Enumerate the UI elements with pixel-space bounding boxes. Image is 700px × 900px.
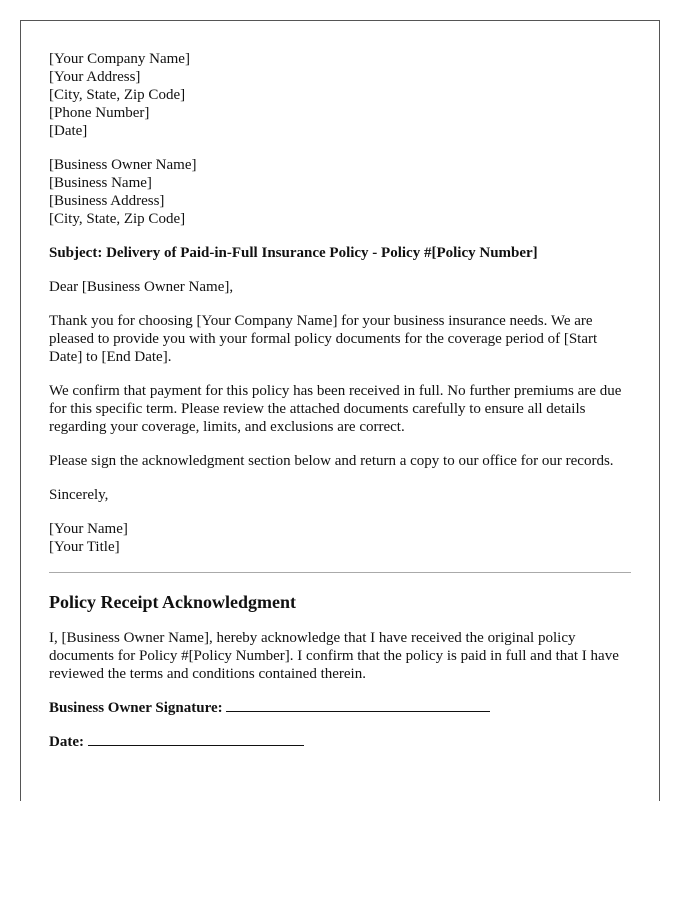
- sender-company: [Your Company Name]: [49, 51, 190, 67]
- sender-city-state-zip: [City, State, Zip Code]: [49, 87, 186, 103]
- signature-row: [49, 699, 631, 717]
- section-divider: [49, 572, 631, 573]
- valediction: Sincerely,: [49, 487, 109, 503]
- signature-label: Business Owner Signature:: [49, 700, 223, 716]
- signature-block: [49, 520, 631, 556]
- date-row: [49, 733, 631, 751]
- letter-page: [20, 20, 660, 801]
- body-paragraph-3: Please sign the acknowledgment section below and return a copy to our office for our records.: [49, 453, 614, 469]
- date-field[interactable]: [88, 733, 304, 746]
- letter-date: [Date]: [49, 123, 88, 139]
- sender-block: [49, 50, 631, 140]
- sender-phone: [Phone Number]: [49, 105, 150, 121]
- body-paragraph-2: We confirm that payment for this policy has been received in full. No further premiums are due for this specific term. Please review the attached documents carefully to ensure all details regarding your coverage, limits, and exclusions are correct.: [49, 383, 622, 435]
- date-label: Date:: [49, 734, 84, 750]
- recipient-business-address: [Business Address]: [49, 193, 165, 209]
- salutation: Dear [Business Owner Name],: [49, 279, 234, 295]
- recipient-block: [49, 156, 631, 228]
- body-paragraph-1: Thank you for choosing [Your Company Name] for your business insurance needs. We are pleased to provide you with your formal policy documents for the coverage period of [Start Date] to [End Date].: [49, 313, 598, 365]
- subject-line: Subject: Delivery of Paid-in-Full Insurance Policy - Policy #[Policy Number]: [49, 245, 538, 261]
- acknowledgment-heading: Policy Receipt Acknowledgment: [49, 592, 296, 612]
- recipient-owner-name: [Business Owner Name]: [49, 157, 197, 173]
- acknowledgment-text: I, [Business Owner Name], hereby acknowledge that I have received the original policy documents for Policy #[Policy Number]. I confirm that the policy is paid in full and that I have reviewed the terms and conditions contained therein.: [49, 630, 619, 682]
- signature-field[interactable]: [226, 699, 490, 712]
- sender-title: [Your Title]: [49, 539, 120, 555]
- recipient-business-name: [Business Name]: [49, 175, 152, 191]
- sender-address: [Your Address]: [49, 69, 141, 85]
- recipient-city-state-zip: [City, State, Zip Code]: [49, 211, 186, 227]
- sender-name: [Your Name]: [49, 521, 128, 537]
